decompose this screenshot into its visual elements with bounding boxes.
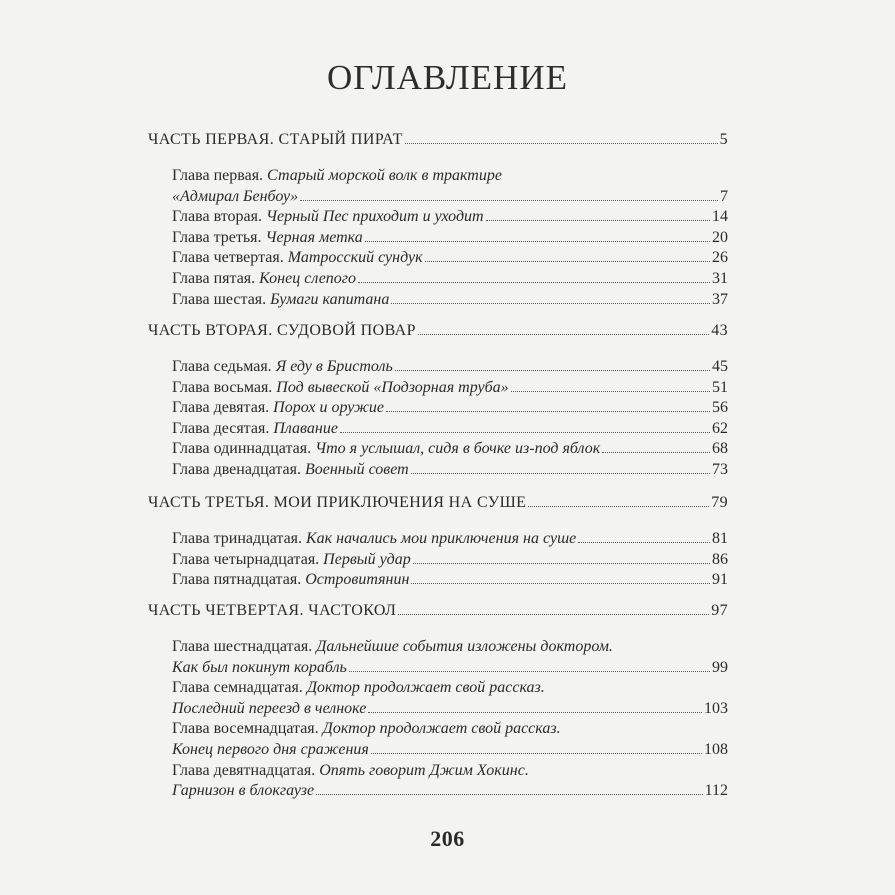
- chapter-number: Глава восьмая.: [172, 378, 273, 396]
- chapter-title: Островитянин: [305, 571, 410, 589]
- chapter-number: Глава двенадцатая.: [172, 461, 301, 478]
- chapter-title-continued: Последний переезд в челноке: [172, 699, 367, 717]
- part-title: ЧАСТЬ ТРЕТЬЯ. МОИ ПРИКЛЮЧЕНИЯ НА СУШЕ: [148, 494, 527, 511]
- chapter-number: Глава девятая.: [172, 399, 270, 417]
- leader-dots: [349, 671, 710, 672]
- chapter-entry: [172, 266, 728, 288]
- chapter-title: Черная метка: [265, 228, 363, 246]
- chapter-entry-continued: [172, 737, 728, 759]
- chapter-page: 31: [712, 270, 728, 287]
- chapter-number: Глава семнадцатая.: [172, 679, 303, 697]
- page-title: ОГЛАВЛЕНИЕ: [327, 58, 568, 97]
- chapter-number: Глава одиннадцатая.: [172, 440, 312, 458]
- chapter-entry: [172, 163, 728, 185]
- chapter-title: Плавание: [273, 419, 338, 437]
- chapter-number: Глава тринадцатая.: [172, 530, 303, 547]
- chapter-entry: [172, 716, 728, 738]
- leader-dots: [391, 303, 710, 304]
- chapter-title: Бумаги капитана: [270, 290, 390, 308]
- leader-dots: [300, 200, 718, 201]
- leader-dots: [411, 583, 710, 584]
- chapter-entry-continued: [172, 696, 728, 718]
- chapter-title: Матросский сундук: [287, 249, 423, 267]
- chapter-title-continued: Гарнизон в блокгаузе: [172, 782, 315, 800]
- chapter-number: Глава десятая.: [172, 419, 270, 437]
- chapter-number: Глава девятнадцатая.: [172, 761, 316, 779]
- leader-dots: [365, 241, 710, 242]
- leader-dots: [486, 220, 710, 221]
- leader-dots: [511, 391, 710, 392]
- chapter-number: Глава пятнадцатая.: [172, 571, 302, 589]
- chapter-page: 51: [712, 378, 728, 396]
- chapter-entry: [172, 457, 728, 479]
- chapter-page: 91: [712, 571, 728, 589]
- chapter-title: Дальнейшие события изложены доктором.: [316, 638, 613, 655]
- chapter-entry: [172, 287, 728, 309]
- leader-dots: [602, 452, 710, 453]
- chapter-entry: [172, 634, 728, 656]
- chapter-title: Под вывеской «Подзорная труба»: [276, 378, 509, 396]
- chapter-entry-continued: [172, 778, 728, 800]
- chapter-title: Военный совет: [304, 461, 409, 478]
- chapter-entry: [172, 567, 728, 589]
- chapter-page: 20: [712, 228, 728, 246]
- page-number: 206: [430, 826, 465, 851]
- chapter-title: Конец слепого: [259, 270, 357, 287]
- chapter-number: Глава пятая.: [172, 270, 256, 287]
- chapter-number: Глава шестнадцатая.: [172, 638, 313, 655]
- leader-dots: [386, 411, 710, 412]
- chapter-page: 81: [712, 530, 728, 547]
- chapter-title-continued: Как был покинут корабль: [172, 658, 347, 676]
- chapter-number: Глава четвертая.: [172, 249, 284, 267]
- chapter-title-continued: «Адмирал Бенбоу»: [172, 187, 299, 205]
- part-title: ЧАСТЬ ПЕРВАЯ. СТАРЫЙ ПИРАТ: [148, 131, 403, 148]
- leader-dots: [405, 143, 718, 144]
- leader-dots: [358, 282, 710, 283]
- chapter-page: 73: [712, 461, 728, 478]
- leader-dots: [425, 261, 710, 262]
- chapter-title: Доктор продолжает свой рассказ.: [322, 720, 561, 738]
- chapter-page: 68: [712, 440, 728, 458]
- chapter-title: Что я услышал, сидя в бочке из-под яблок: [315, 440, 601, 458]
- chapter-entry: [172, 375, 728, 397]
- part-page: 79: [711, 494, 728, 511]
- chapter-page: 99: [712, 658, 728, 676]
- part-heading: [148, 490, 728, 512]
- chapter-title: Первый удар: [323, 550, 411, 568]
- chapter-entry: [172, 436, 728, 458]
- chapter-entry-continued: [172, 655, 728, 677]
- chapter-title: Опять говорит Джим Хокинс.: [319, 761, 529, 779]
- chapter-title: Черный Пес приходит и уходит: [265, 208, 484, 226]
- chapter-title: Доктор продолжает свой рассказ.: [306, 679, 545, 697]
- leader-dots: [316, 794, 702, 795]
- part-heading: [148, 598, 728, 620]
- chapter-entry: [172, 547, 728, 569]
- chapter-entry: [172, 758, 728, 780]
- chapter-number: Глава четырнадцатая.: [172, 550, 320, 568]
- chapter-title-continued: Конец первого дня сражения: [172, 741, 369, 758]
- leader-dots: [398, 614, 709, 615]
- leader-dots: [413, 563, 710, 564]
- leader-dots: [368, 712, 702, 713]
- part-page: 97: [711, 602, 728, 619]
- chapter-page: 14: [712, 208, 728, 226]
- part-title: ЧАСТЬ ЧЕТВЕРТАЯ. ЧАСТОКОЛ: [148, 602, 397, 619]
- chapter-page: 112: [704, 782, 728, 800]
- chapter-page: 7: [720, 187, 728, 205]
- chapter-page: 26: [712, 249, 728, 267]
- part-page: 5: [719, 131, 728, 148]
- part-heading: [148, 318, 728, 340]
- chapter-number: Глава шестая.: [172, 290, 267, 308]
- chapter-number: Глава первая.: [172, 167, 264, 184]
- chapter-number: Глава третья.: [172, 228, 262, 246]
- chapter-title: Как начались мои приключения на суше: [306, 530, 577, 547]
- part-title: ЧАСТЬ ВТОРАЯ. СУДОВОЙ ПОВАР: [148, 322, 416, 339]
- chapter-page: 103: [704, 699, 728, 717]
- chapter-title: Я еду в Бристоль: [275, 358, 393, 375]
- chapter-page: 37: [712, 290, 728, 308]
- part-page: 43: [711, 322, 728, 339]
- chapter-entry: [172, 395, 728, 417]
- chapter-entry: [172, 416, 728, 438]
- chapter-title: Порох и оружие: [273, 399, 384, 417]
- chapter-entry: [172, 204, 728, 226]
- leader-dots: [340, 432, 710, 433]
- part-heading: [148, 127, 728, 149]
- chapter-title: Старый морской волк в трактире: [267, 167, 502, 184]
- chapter-page: 108: [704, 741, 728, 758]
- chapter-number: Глава вторая.: [172, 208, 262, 226]
- chapter-entry: [172, 526, 728, 548]
- chapter-page: 56: [712, 399, 728, 417]
- leader-dots: [528, 506, 709, 507]
- chapter-page: 86: [712, 550, 728, 568]
- chapter-entry-continued: [172, 184, 728, 206]
- leader-dots: [578, 542, 710, 543]
- chapter-number: Глава седьмая.: [172, 358, 272, 375]
- leader-dots: [418, 334, 709, 335]
- chapter-entry: [172, 245, 728, 267]
- leader-dots: [371, 753, 702, 754]
- leader-dots: [395, 370, 710, 371]
- chapter-entry: [172, 225, 728, 247]
- chapter-page: 62: [712, 419, 728, 437]
- chapter-page: 45: [712, 358, 728, 375]
- chapter-number: Глава восемнадцатая.: [172, 720, 319, 738]
- chapter-entry: [172, 354, 728, 376]
- leader-dots: [411, 473, 710, 474]
- chapter-entry: [172, 675, 728, 697]
